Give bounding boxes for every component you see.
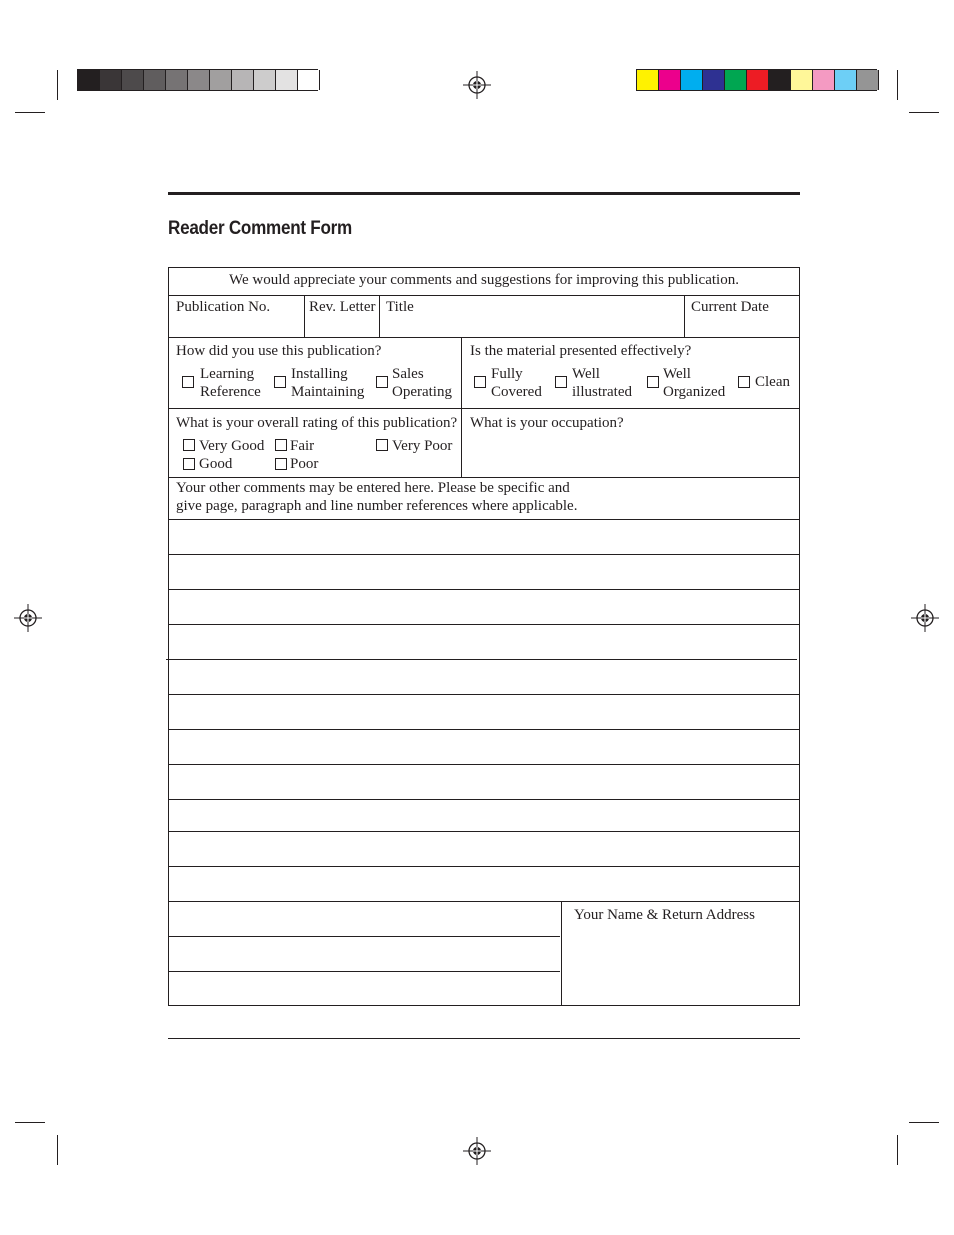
well-label: Well [663,366,691,382]
color-swatch [769,70,791,90]
color-swatch [276,70,298,90]
occupation-field[interactable] [462,432,799,477]
return-address-label: Your Name & Return Address [574,907,755,923]
learning-reference-checkbox[interactable] [182,376,194,388]
illustrated-label: illustrated [572,384,632,400]
crop-mark [909,112,939,113]
crop-mark [897,70,898,100]
registration-mark-icon [14,604,42,632]
installing-maintaining-checkbox[interactable] [274,376,286,388]
effectiveness-question: Is the material presented effectively? [470,343,692,359]
well-illustrated-checkbox[interactable] [555,376,567,388]
bottom-rule [168,1038,800,1039]
very-poor-label: Very Poor [392,438,453,454]
color-swatch [298,70,320,90]
occupation-question: What is your occupation? [470,415,624,431]
color-swatch [637,70,659,90]
crop-mark [15,112,45,113]
fully-covered-checkbox[interactable] [474,376,486,388]
color-swatch [747,70,769,90]
crop-mark [57,1135,58,1165]
usage-question: How did you use this publication? [176,343,382,359]
good-checkbox[interactable] [183,458,195,470]
sales-operating-checkbox[interactable] [376,376,388,388]
crop-mark [15,1122,45,1123]
color-swatch [78,70,100,90]
maintaining-label: Maintaining [291,384,365,400]
sales-label: Sales [392,366,424,382]
organized-label: Organized [663,384,726,400]
well-organized-checkbox[interactable] [647,376,659,388]
color-swatch [122,70,144,90]
comments-instruction-line1: Your other comments may be entered here. Please be specific and [176,480,570,496]
top-rule [168,192,800,195]
registration-mark-icon [911,604,939,632]
operating-label: Operating [392,384,452,400]
fair-checkbox[interactable] [275,439,287,451]
color-swatch [813,70,835,90]
covered-label: Covered [491,384,542,400]
crop-mark [897,1135,898,1165]
crop-mark [57,70,58,100]
very-good-label: Very Good [199,438,265,454]
color-swatch [210,70,232,90]
rating-question: What is your overall rating of this publication? [176,415,458,431]
color-swatch [144,70,166,90]
color-swatch [166,70,188,90]
color-swatch [857,70,879,90]
color-swatch [232,70,254,90]
current-date-label: Current Date [691,299,769,315]
installing-label: Installing [291,366,348,382]
color-swatch [681,70,703,90]
comment-line [168,901,800,902]
title-label: Title [386,299,414,315]
page-title: Reader Comment Form [168,218,352,239]
color-swatch [659,70,681,90]
learning-label: Learning [200,366,255,382]
color-swatch [188,70,210,90]
comment-line [168,936,560,937]
form-intro: We would appreciate your comments and suggestions for improving this publication. [229,272,739,288]
fair-label: Fair [290,438,315,454]
comments-field[interactable] [169,520,799,901]
color-swatch [703,70,725,90]
reference-label: Reference [200,384,261,400]
color-swatch [100,70,122,90]
color-swatch [835,70,857,90]
registration-mark-icon [463,71,491,99]
comments-instruction-line2: give page, paragraph and line number references where applicable. [176,498,578,514]
very-good-checkbox[interactable] [183,439,195,451]
publication-no-label: Publication No. [176,299,271,315]
color-swatch [254,70,276,90]
clean-checkbox[interactable] [738,376,750,388]
crop-mark [909,1122,939,1123]
rev-letter-label: Rev. Letter [309,299,376,315]
color-swatch [725,70,747,90]
poor-label: Poor [290,456,319,472]
good-label: Good [199,456,233,472]
fully-label: Fully [491,366,523,382]
return-address-field[interactable] [562,926,799,1005]
registration-mark-icon [463,1137,491,1165]
color-swatch [791,70,813,90]
very-poor-checkbox[interactable] [376,439,388,451]
poor-checkbox[interactable] [275,458,287,470]
well-label: Well [572,366,600,382]
comment-line [168,971,560,972]
clean-label: Clean [755,374,790,390]
